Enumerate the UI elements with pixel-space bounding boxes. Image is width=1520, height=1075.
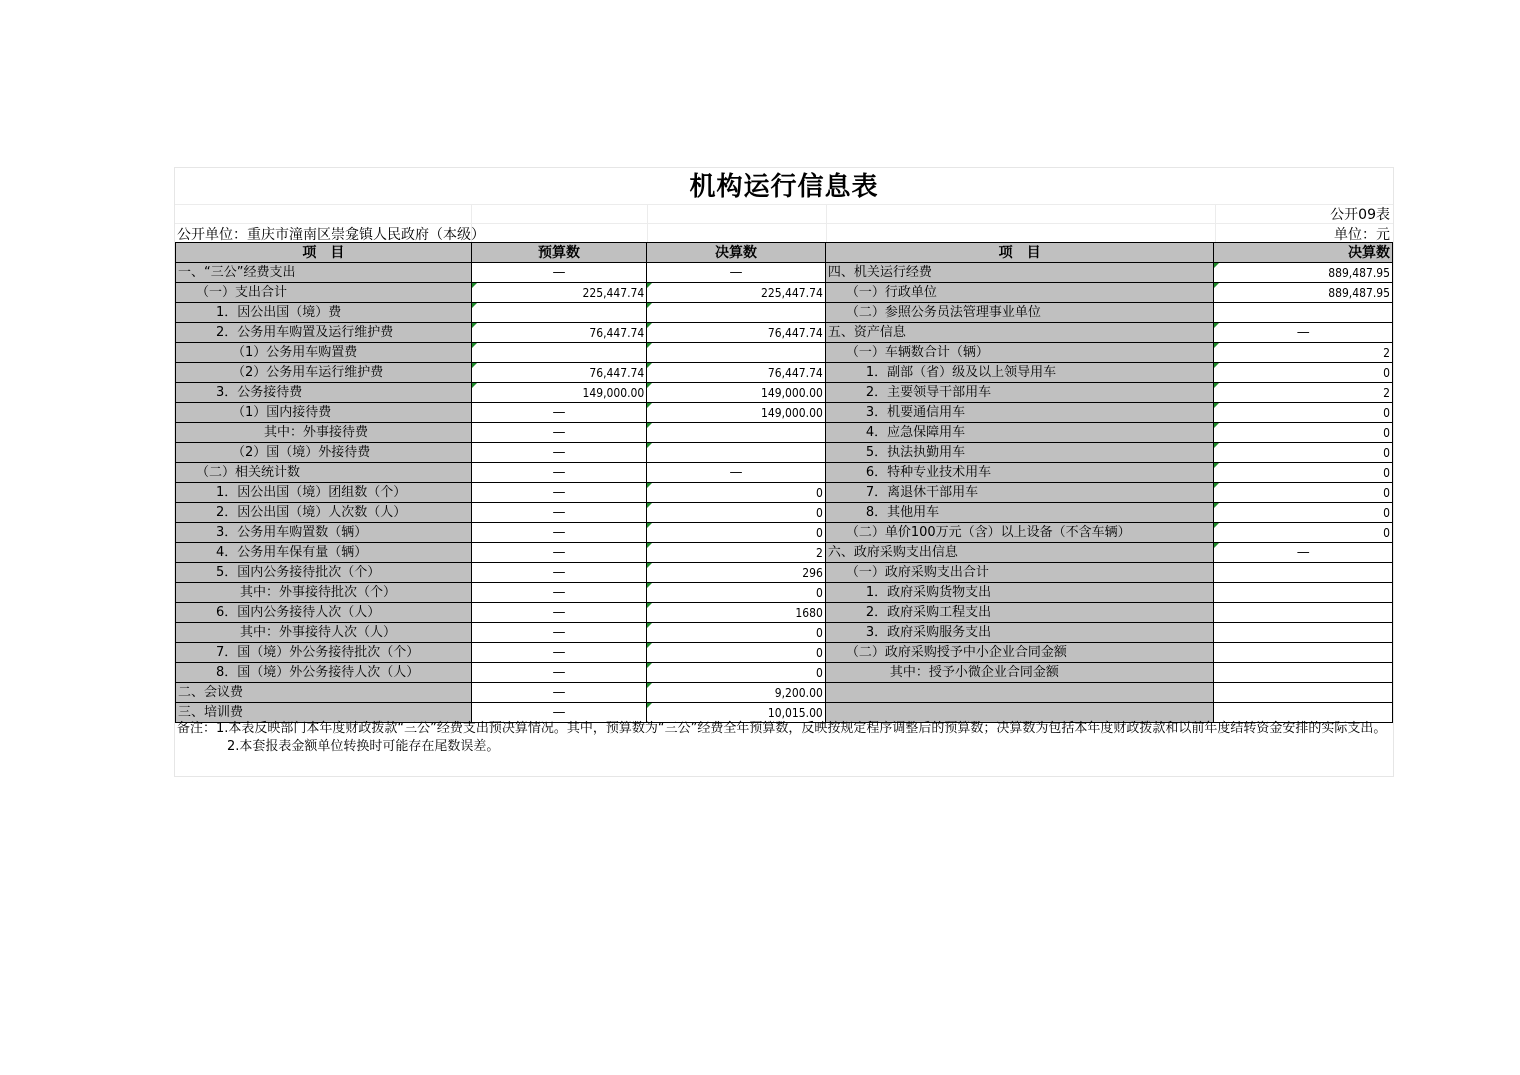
final-cell: 0 — [647, 523, 826, 543]
row-item-label-right: 1．副部（省）级及以上领导用车 — [825, 363, 1214, 383]
row-item-label: 二、会议费 — [176, 683, 472, 703]
grid-line — [647, 204, 648, 242]
final-cell: 9,200.00 — [647, 683, 826, 703]
budget-cell: — — [471, 663, 647, 683]
row-item-label: （二）相关统计数 — [176, 463, 472, 483]
row-item-label: （一）支出合计 — [176, 283, 472, 303]
report-sheet — [174, 167, 1394, 777]
row-item-label: 3．公务用车购置数（辆） — [176, 523, 472, 543]
row-item-label-right: 六、政府采购支出信息 — [825, 543, 1214, 563]
budget-cell: — — [471, 703, 647, 723]
budget-cell: — — [471, 483, 647, 503]
table-row — [176, 483, 1393, 503]
final-cell-right — [1214, 623, 1393, 643]
table-row — [176, 283, 1393, 303]
final-cell: 0 — [647, 503, 826, 523]
final-cell — [647, 303, 826, 323]
header-item: 项 目 — [176, 243, 472, 263]
note-2: 2.本套报表金额单位转换时可能存在尾数误差。 — [227, 739, 500, 754]
final-cell-right — [1214, 303, 1393, 323]
row-item-label-right: 2．政府采购工程支出 — [825, 603, 1214, 623]
page-title: 机构运行信息表 — [689, 172, 879, 202]
row-item-label-right: （一）政府采购支出合计 — [825, 563, 1214, 583]
money-unit: 单位：元 — [1334, 227, 1390, 243]
final-cell: — — [647, 463, 826, 483]
row-item-label: 5．国内公务接待批次（个） — [176, 563, 472, 583]
row-item-label-right: 其中：授予小微企业合同金额 — [825, 663, 1214, 683]
final-cell-right: 0 — [1214, 403, 1393, 423]
row-item-label: 7．国（境）外公务接待批次（个） — [176, 643, 472, 663]
final-cell-right — [1214, 663, 1393, 683]
row-item-label: 1．因公出国（境）团组数（个） — [176, 483, 472, 503]
row-item-label: 6．国内公务接待人次（人） — [176, 603, 472, 623]
budget-cell: — — [471, 463, 647, 483]
table-row — [176, 523, 1393, 543]
table-row — [176, 623, 1393, 643]
row-item-label-right: 五、资产信息 — [825, 323, 1214, 343]
table-code: 公开09表 — [1330, 207, 1390, 223]
row-item-label: 2．公务用车购置及运行维护费 — [176, 323, 472, 343]
final-cell: 225,447.74 — [647, 283, 826, 303]
final-cell: 76,447.74 — [647, 363, 826, 383]
row-item-label: 其中：外事接待费 — [176, 423, 472, 443]
grid-line — [1215, 204, 1216, 242]
budget-cell: — — [471, 543, 647, 563]
row-item-label: （1）国内接待费 — [176, 403, 472, 423]
row-item-label: 其中：外事接待人次（人） — [176, 623, 472, 643]
table-row — [176, 423, 1393, 443]
final-cell-right: 889,487.95 — [1214, 263, 1393, 283]
final-cell-right: 0 — [1214, 463, 1393, 483]
header-final2: 决算数 — [1214, 243, 1393, 263]
header-row — [176, 243, 1393, 263]
table-row — [176, 383, 1393, 403]
final-cell: 76,447.74 — [647, 323, 826, 343]
budget-cell: — — [471, 503, 647, 523]
table-row — [176, 443, 1393, 463]
final-cell-right: 889,487.95 — [1214, 283, 1393, 303]
final-cell-right: 0 — [1214, 443, 1393, 463]
row-item-label-right: 8．其他用车 — [825, 503, 1214, 523]
final-cell: 149,000.00 — [647, 383, 826, 403]
table-row — [176, 503, 1393, 523]
row-item-label-right: （一）行政单位 — [825, 283, 1214, 303]
budget-cell: 225,447.74 — [471, 283, 647, 303]
final-cell-right — [1214, 683, 1393, 703]
budget-cell: 76,447.74 — [471, 363, 647, 383]
final-cell — [647, 443, 826, 463]
final-cell: 0 — [647, 663, 826, 683]
final-cell — [647, 423, 826, 443]
budget-cell — [471, 343, 647, 363]
row-item-label: 其中：外事接待批次（个） — [176, 583, 472, 603]
row-item-label: 三、培训费 — [176, 703, 472, 723]
final-cell-right: 0 — [1214, 423, 1393, 443]
budget-cell: — — [471, 683, 647, 703]
table-row — [176, 603, 1393, 623]
table-row — [176, 263, 1393, 283]
row-item-label-right: 四、机关运行经费 — [825, 263, 1214, 283]
row-item-label: 8．国（境）外公务接待人次（人） — [176, 663, 472, 683]
budget-cell: — — [471, 403, 647, 423]
final-cell-right: 2 — [1214, 383, 1393, 403]
table-row — [176, 323, 1393, 343]
final-cell: — — [647, 263, 826, 283]
row-item-label: 1．因公出国（境）费 — [176, 303, 472, 323]
final-cell-right — [1214, 643, 1393, 663]
grid-line — [826, 204, 827, 242]
final-cell: 2 — [647, 543, 826, 563]
table-row — [176, 663, 1393, 683]
row-item-label-right: （二）参照公务员法管理事业单位 — [825, 303, 1214, 323]
final-cell-right: 2 — [1214, 343, 1393, 363]
budget-cell: — — [471, 623, 647, 643]
budget-cell: — — [471, 603, 647, 623]
row-item-label-right: 1．政府采购货物支出 — [825, 583, 1214, 603]
row-item-label-right: （二）单价100万元（含）以上设备（不含车辆） — [825, 523, 1214, 543]
final-cell: 149,000.00 — [647, 403, 826, 423]
row-item-label-right: （一）车辆数合计（辆） — [825, 343, 1214, 363]
budget-cell — [471, 303, 647, 323]
reporting-unit: 公开单位：重庆市潼南区崇龛镇人民政府（本级） — [177, 227, 485, 243]
budget-cell: 149,000.00 — [471, 383, 647, 403]
final-cell: 0 — [647, 643, 826, 663]
row-item-label: 一、“三公”经费支出 — [176, 263, 472, 283]
row-item-label: 3．公务接待费 — [176, 383, 472, 403]
table-row — [176, 363, 1393, 383]
table-row — [176, 683, 1393, 703]
budget-cell: — — [471, 583, 647, 603]
row-item-label-right: 6．特种专业技术用车 — [825, 463, 1214, 483]
final-cell-right — [1214, 583, 1393, 603]
table-row — [176, 343, 1393, 363]
budget-cell: 76,447.74 — [471, 323, 647, 343]
table-row — [176, 583, 1393, 603]
budget-cell: — — [471, 563, 647, 583]
row-item-label: （2）公务用车运行维护费 — [176, 363, 472, 383]
info-table — [175, 242, 1393, 723]
final-cell: 0 — [647, 483, 826, 503]
budget-cell: — — [471, 443, 647, 463]
row-item-label: （2）国（境）外接待费 — [176, 443, 472, 463]
notes — [177, 720, 1389, 756]
final-cell-right: 0 — [1214, 483, 1393, 503]
final-cell-right — [1214, 603, 1393, 623]
final-cell — [647, 343, 826, 363]
final-cell-right: 0 — [1214, 363, 1393, 383]
final-cell-right — [1214, 563, 1393, 583]
final-cell: 1680 — [647, 603, 826, 623]
row-item-label-right: 4．应急保障用车 — [825, 423, 1214, 443]
final-cell-right: — — [1214, 543, 1393, 563]
row-item-label-right: 2．主要领导干部用车 — [825, 383, 1214, 403]
row-item-label-right: 7．离退休干部用车 — [825, 483, 1214, 503]
table-row — [176, 543, 1393, 563]
header-budget: 预算数 — [471, 243, 647, 263]
row-item-label: 2．因公出国（境）人次数（人） — [176, 503, 472, 523]
row-item-label: 4．公务用车保有量（辆） — [176, 543, 472, 563]
row-item-label-right: 3．机要通信用车 — [825, 403, 1214, 423]
table-row — [176, 403, 1393, 423]
row-item-label-right — [825, 683, 1214, 703]
note-1: 备注：1.本表反映部门本年度财政拨款“三公”经费支出预决算情况。其中，预算数为“三公”经费全年预算数，反映按规定程序调整后的预算数；决算数为包括本年度财政拨款和以前年度结转资金安排的实际支出。 — [177, 721, 1387, 736]
budget-cell: — — [471, 643, 647, 663]
row-item-label-right: 5．执法执勤用车 — [825, 443, 1214, 463]
final-cell: 10,015.00 — [647, 703, 826, 723]
final-cell-right: 0 — [1214, 503, 1393, 523]
table-row — [176, 643, 1393, 663]
final-cell: 0 — [647, 583, 826, 603]
budget-cell: — — [471, 523, 647, 543]
budget-cell: — — [471, 423, 647, 443]
final-cell: 0 — [647, 623, 826, 643]
final-cell-right: — — [1214, 323, 1393, 343]
table-row — [176, 303, 1393, 323]
header-final: 决算数 — [647, 243, 826, 263]
row-item-label-right: 3．政府采购服务支出 — [825, 623, 1214, 643]
final-cell: 296 — [647, 563, 826, 583]
table-row — [176, 463, 1393, 483]
final-cell-right: 0 — [1214, 523, 1393, 543]
row-item-label: （1）公务用车购置费 — [176, 343, 472, 363]
header-item2: 项 目 — [825, 243, 1214, 263]
row-item-label-right: （二）政府采购授予中小企业合同金额 — [825, 643, 1214, 663]
table-row — [176, 563, 1393, 583]
budget-cell: — — [471, 263, 647, 283]
